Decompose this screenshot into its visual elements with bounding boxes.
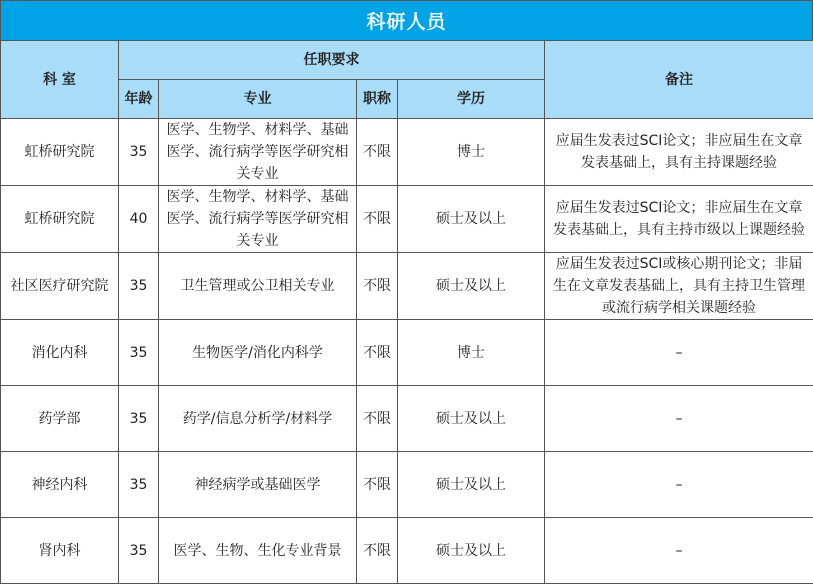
- cell-dept: 药学部: [1, 386, 119, 452]
- cell-age: 35: [119, 518, 159, 584]
- table-row: [1, 386, 813, 452]
- cell-major: 医学、生物学、材料学、基础医学、流行病学等医学研究相关专业: [159, 119, 357, 186]
- table-title: 科研人员: [0, 0, 813, 41]
- cell-title-rank: 不限: [357, 386, 398, 452]
- table-row: [1, 253, 813, 320]
- cell-dept: 虹桥研究院: [1, 186, 119, 253]
- cell-major: 药学/信息分析学/材料学: [159, 386, 357, 452]
- cell-education: 硕士及以上: [398, 253, 545, 320]
- cell-education: 硕士及以上: [398, 186, 545, 253]
- cell-title-rank: 不限: [357, 320, 398, 386]
- cell-title-rank: 不限: [357, 253, 398, 320]
- cell-remarks: 应届生发表过SCI论文；非应届生在文章发表基础上，具有主持课题经验: [545, 119, 813, 186]
- cell-title-rank: 不限: [357, 119, 398, 186]
- cell-major: 卫生管理或公卫相关专业: [159, 253, 357, 320]
- cell-remarks: –: [545, 320, 813, 386]
- cell-remarks: –: [545, 518, 813, 584]
- cell-education: 硕士及以上: [398, 386, 545, 452]
- cell-major: 神经病学或基础医学: [159, 452, 357, 518]
- cell-remarks: –: [545, 386, 813, 452]
- cell-major: 生物医学/消化内科学: [159, 320, 357, 386]
- cell-age: 35: [119, 452, 159, 518]
- cell-age: 35: [119, 320, 159, 386]
- header-age: 年龄: [119, 80, 159, 119]
- cell-title-rank: 不限: [357, 518, 398, 584]
- cell-dept: 虹桥研究院: [1, 119, 119, 186]
- header-remarks: 备注: [545, 41, 813, 119]
- table-row: [1, 119, 813, 186]
- cell-remarks: 应届生发表过SCI或核心期刊论文；非届生在文章发表基础上，具有主持卫生管理或流行病学相关课题经验: [545, 253, 813, 320]
- cell-dept: 肾内科: [1, 518, 119, 584]
- cell-age: 35: [119, 119, 159, 186]
- header-requirements: 任职要求: [119, 41, 545, 80]
- cell-major: 医学、生物、生化专业背景: [159, 518, 357, 584]
- header-education: 学历: [398, 80, 545, 119]
- cell-title-rank: 不限: [357, 452, 398, 518]
- research-staff-table: [0, 40, 813, 584]
- table-row: [1, 452, 813, 518]
- cell-major: 医学、生物学、材料学、基础医学、流行病学等医学研究相关专业: [159, 186, 357, 253]
- cell-age: 35: [119, 253, 159, 320]
- cell-title-rank: 不限: [357, 186, 398, 253]
- cell-dept: 消化内科: [1, 320, 119, 386]
- cell-education: 博士: [398, 119, 545, 186]
- cell-dept: 神经内科: [1, 452, 119, 518]
- cell-education: 硕士及以上: [398, 452, 545, 518]
- header-major: 专业: [159, 80, 357, 119]
- cell-dept: 社区医疗研究院: [1, 253, 119, 320]
- table-row: [1, 320, 813, 386]
- cell-education: 博士: [398, 320, 545, 386]
- cell-education: 硕士及以上: [398, 518, 545, 584]
- cell-remarks: 应届生发表过SCI论文；非应届生在文章发表基础上，具有主持市级以上课题经验: [545, 186, 813, 253]
- header-dept: 科 室: [1, 41, 119, 119]
- cell-remarks: –: [545, 452, 813, 518]
- table-row: [1, 186, 813, 253]
- header-title-rank: 职称: [357, 80, 398, 119]
- cell-age: 40: [119, 186, 159, 253]
- cell-age: 35: [119, 386, 159, 452]
- table-row: [1, 518, 813, 584]
